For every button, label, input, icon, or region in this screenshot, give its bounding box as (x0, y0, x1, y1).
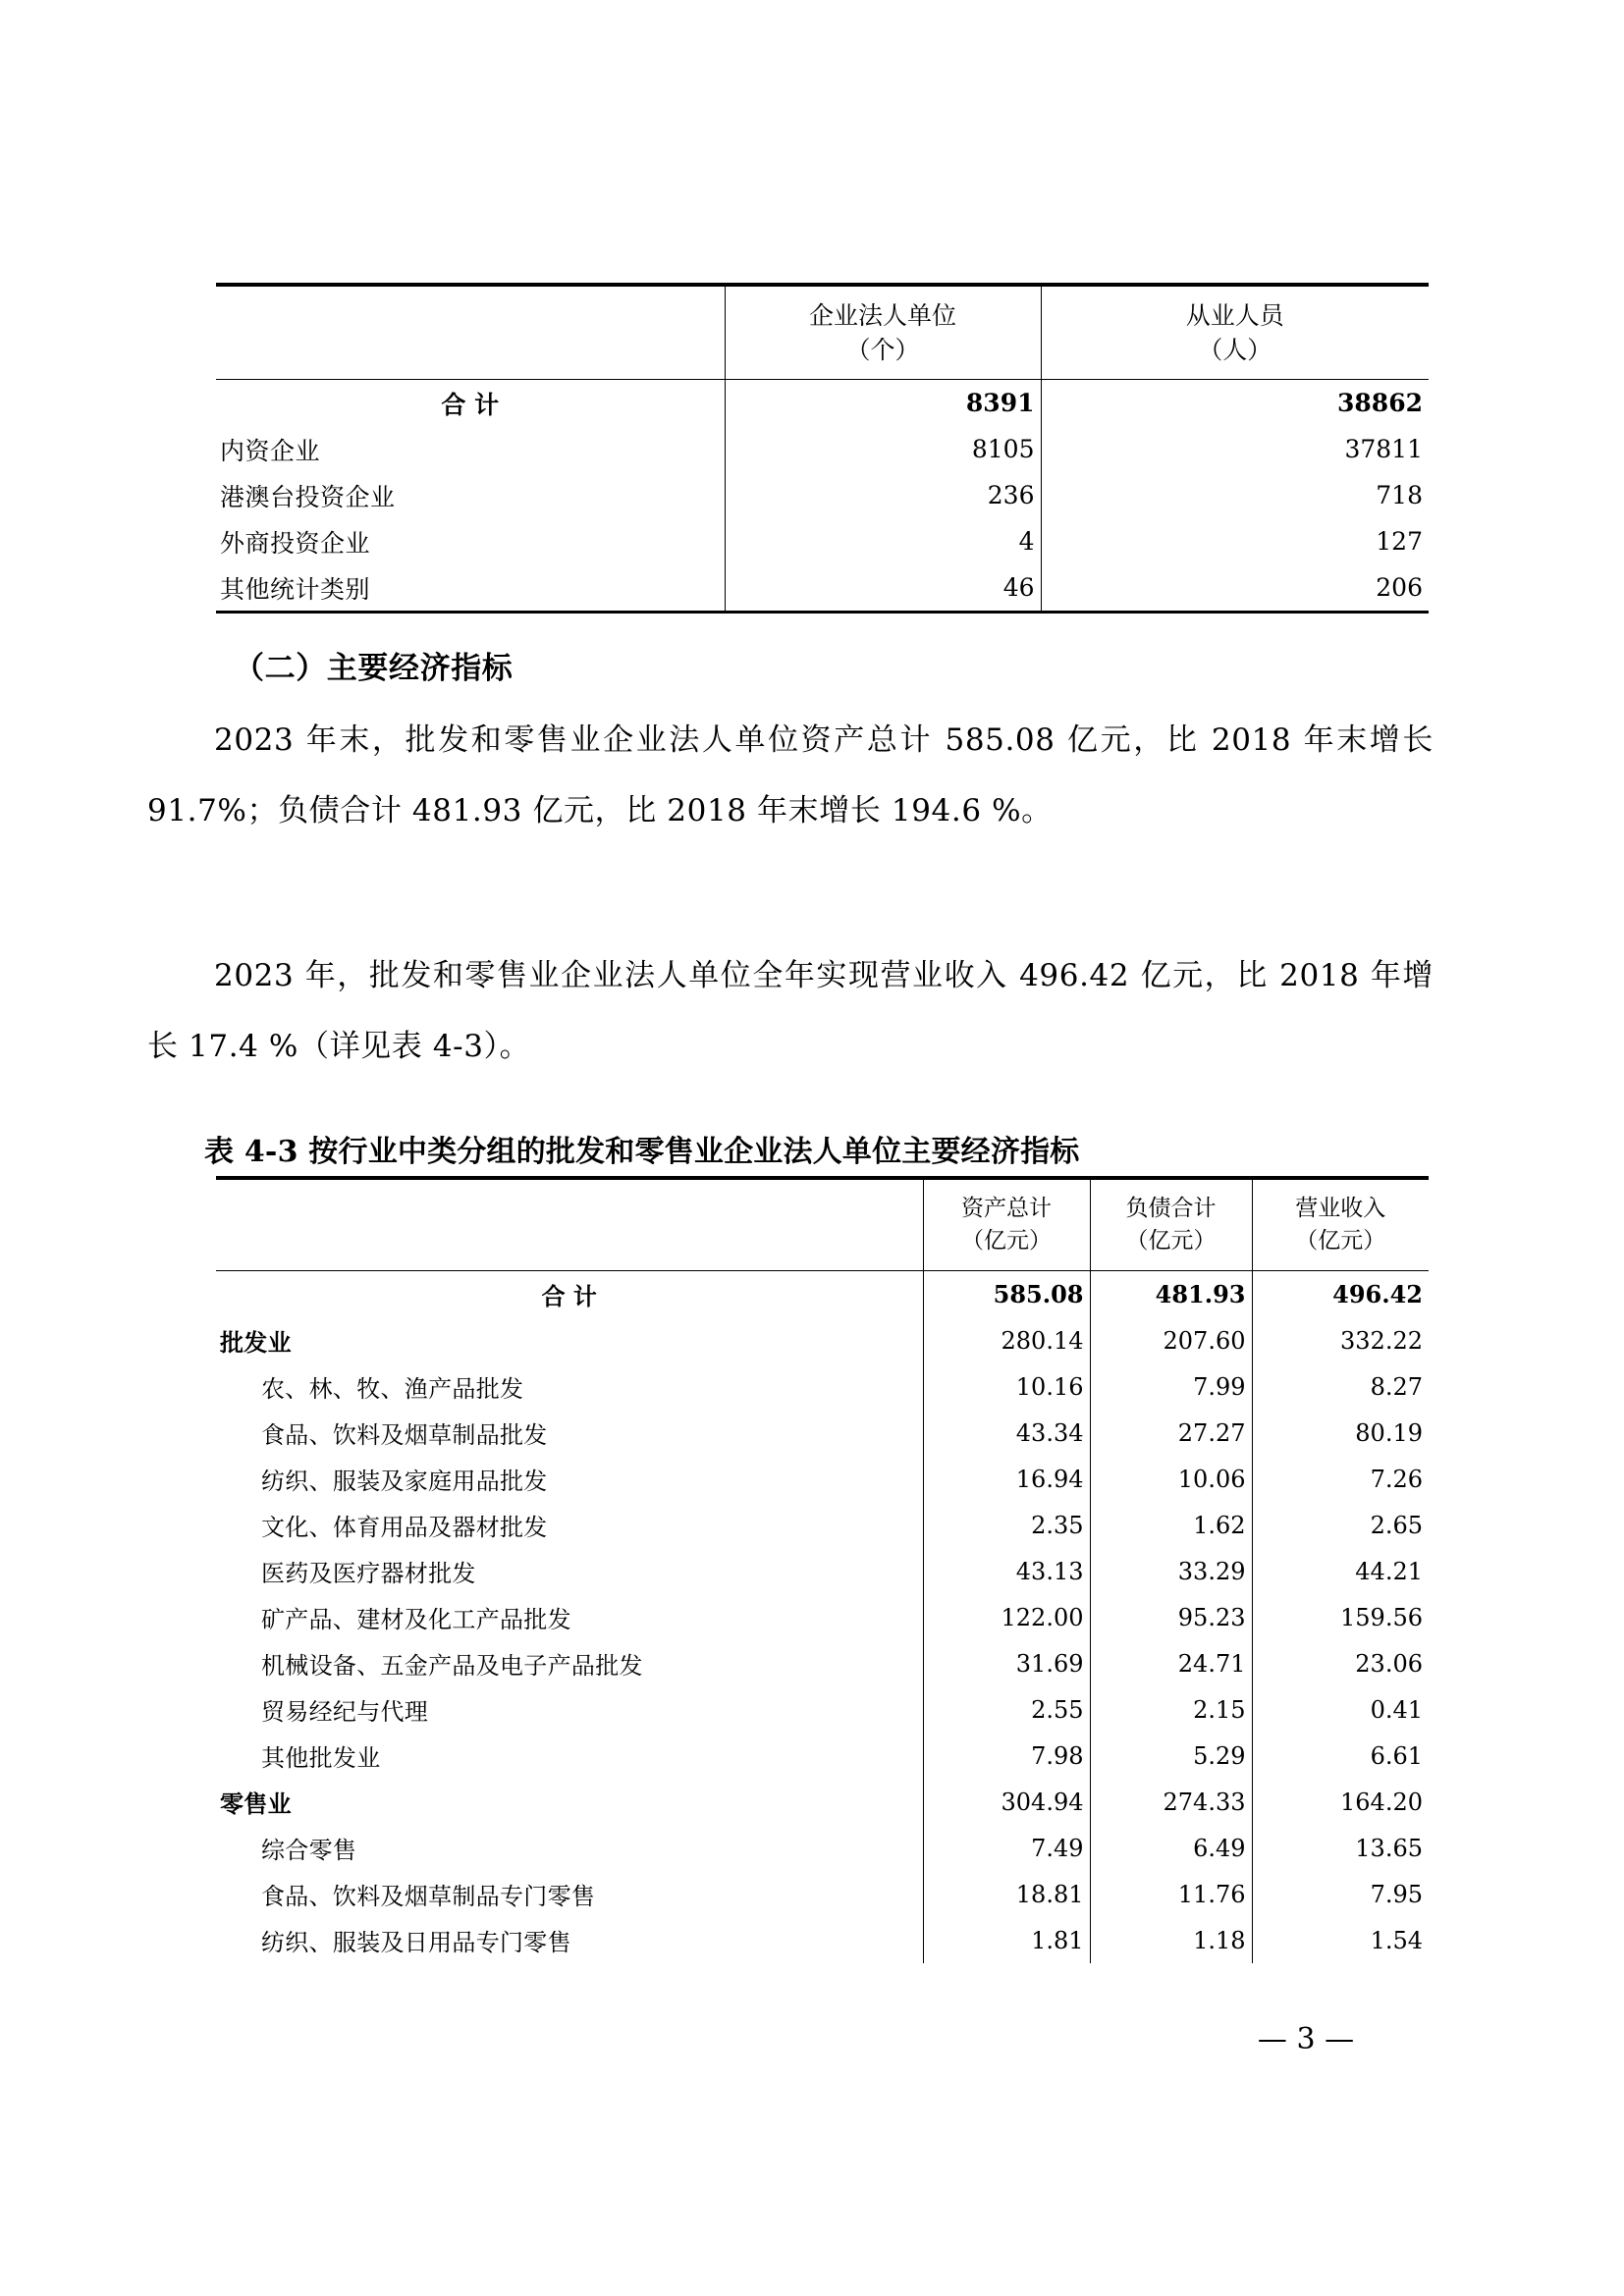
row-employees: 206 (1041, 564, 1429, 613)
row-liabilities: 27.27 (1090, 1410, 1252, 1456)
row-revenue: 159.56 (1252, 1594, 1429, 1640)
table-row (216, 564, 1429, 613)
header-assets-line2: （亿元） (961, 1228, 1052, 1254)
table-row (216, 426, 1429, 472)
row-units: 8391 (725, 380, 1041, 427)
row-revenue: 13.65 (1252, 1825, 1429, 1871)
table-row (216, 472, 1429, 518)
row-assets: 18.81 (923, 1871, 1090, 1917)
row-revenue: 164.20 (1252, 1779, 1429, 1825)
table-4-3-header-blank (216, 1178, 923, 1271)
table-row (216, 1594, 1429, 1640)
table-row (216, 1733, 1429, 1779)
table-4-3 (216, 1176, 1429, 1963)
table-row (216, 1640, 1429, 1686)
row-liabilities: 5.29 (1090, 1733, 1252, 1779)
row-assets: 10.16 (923, 1363, 1090, 1410)
row-liabilities: 95.23 (1090, 1594, 1252, 1640)
header-revenue-line1: 营业收入 (1295, 1195, 1386, 1221)
table-row (216, 518, 1429, 564)
row-assets: 7.98 (923, 1733, 1090, 1779)
section-heading: （二）主要经济指标 (234, 651, 514, 686)
row-liabilities: 10.06 (1090, 1456, 1252, 1502)
row-label: 贸易经纪与代理 (261, 1698, 429, 1726)
row-liabilities: 1.62 (1090, 1502, 1252, 1548)
row-label: 其他统计类别 (216, 564, 725, 613)
table-row (216, 1779, 1429, 1825)
row-label: 港澳台投资企业 (220, 482, 396, 511)
paragraph-text: 2023 年，批发和零售业企业法人单位全年实现营业收入 496.42 亿元，比 2018 年增长 17.4 %（详见表 4-3）。 (147, 958, 1434, 1064)
table-row (216, 1363, 1429, 1410)
row-units: 8105 (725, 426, 1041, 472)
row-revenue: 7.26 (1252, 1456, 1429, 1502)
row-revenue: 332.22 (1252, 1317, 1429, 1363)
table-row (216, 380, 1429, 427)
table-row (216, 1317, 1429, 1363)
table-4-3-header-revenue (1252, 1178, 1429, 1271)
table-4-3-container (216, 1176, 1429, 1963)
row-assets: 7.49 (923, 1825, 1090, 1871)
table-4-3-body (216, 1271, 1429, 1964)
row-liabilities: 7.99 (1090, 1363, 1252, 1410)
paragraph-assets-liabilities (147, 705, 1434, 846)
paragraph-revenue (147, 940, 1434, 1082)
ownership-table-head (216, 285, 1429, 380)
row-assets: 1.81 (923, 1917, 1090, 1963)
row-liabilities: 274.33 (1090, 1779, 1252, 1825)
row-liabilities: 2.15 (1090, 1686, 1252, 1733)
row-label: 零售业 (220, 1789, 292, 1818)
ownership-header-employees (1041, 285, 1429, 380)
ownership-table (216, 283, 1429, 614)
row-employees: 37811 (1041, 426, 1429, 472)
row-assets: 2.35 (923, 1502, 1090, 1548)
row-label: 纺织、服装及日用品专门零售 (261, 1929, 571, 1956)
table-row (216, 1502, 1429, 1548)
ownership-header-units (725, 285, 1041, 380)
row-revenue: 1.54 (1252, 1917, 1429, 1963)
row-liabilities: 481.93 (1090, 1271, 1252, 1318)
row-label: 合 计 (441, 390, 500, 419)
row-label: 合 计 (541, 1282, 597, 1310)
row-label: 食品、饮料及烟草制品专门零售 (261, 1883, 596, 1910)
row-revenue: 23.06 (1252, 1640, 1429, 1686)
paragraph-text: 2023 年末，批发和零售业企业法人单位资产总计 585.08 亿元，比 2018 年末增长 91.7%；负债合计 481.93 亿元，比 2018 年末增长 194.6 %。 (147, 722, 1434, 828)
row-employees: 718 (1041, 472, 1429, 518)
row-label: 其他批发业 (261, 1744, 381, 1772)
table-row (216, 1410, 1429, 1456)
row-label: 外商投资企业 (220, 528, 371, 558)
row-assets: 122.00 (923, 1594, 1090, 1640)
row-label: 内资企业 (220, 436, 321, 465)
row-units: 4 (725, 518, 1041, 564)
row-employees: 38862 (1041, 380, 1429, 427)
table-row (216, 1271, 1429, 1318)
row-label: 批发业 (220, 1328, 292, 1357)
ownership-header-employees-line2: （人） (1198, 336, 1272, 364)
row-liabilities: 11.76 (1090, 1871, 1252, 1917)
row-label: 食品、饮料及烟草制品批发 (261, 1421, 548, 1449)
ownership-header-units-line2: （个） (845, 336, 920, 364)
ownership-header-blank (216, 285, 725, 380)
ownership-table-body (216, 380, 1429, 613)
row-revenue: 7.95 (1252, 1871, 1429, 1917)
row-units: 46 (725, 564, 1041, 613)
row-liabilities: 207.60 (1090, 1317, 1252, 1363)
ownership-header-row (216, 285, 1429, 380)
row-label: 综合零售 (261, 1837, 357, 1864)
row-assets: 31.69 (923, 1640, 1090, 1686)
table-4-3-header-assets (923, 1178, 1090, 1271)
ownership-table-container (216, 283, 1429, 614)
row-revenue: 44.21 (1252, 1548, 1429, 1594)
row-assets: 280.14 (923, 1317, 1090, 1363)
row-label: 矿产品、建材及化工产品批发 (261, 1606, 571, 1633)
table-row (216, 1917, 1429, 1963)
row-revenue: 2.65 (1252, 1502, 1429, 1548)
row-liabilities: 24.71 (1090, 1640, 1252, 1686)
row-revenue: 8.27 (1252, 1363, 1429, 1410)
row-revenue: 80.19 (1252, 1410, 1429, 1456)
table-4-3-head (216, 1178, 1429, 1271)
header-liabilities-line2: （亿元） (1125, 1228, 1217, 1254)
row-liabilities: 1.18 (1090, 1917, 1252, 1963)
ownership-header-employees-line1: 从业人员 (1185, 300, 1284, 330)
row-label: 医药及医疗器材批发 (261, 1560, 476, 1587)
header-assets-line1: 资产总计 (961, 1195, 1052, 1221)
row-assets: 585.08 (923, 1271, 1090, 1318)
table-4-3-header-row (216, 1178, 1429, 1271)
table-row (216, 1686, 1429, 1733)
table-row (216, 1548, 1429, 1594)
header-revenue-line2: （亿元） (1295, 1228, 1386, 1254)
row-label: 纺织、服装及家庭用品批发 (261, 1468, 548, 1495)
row-units: 236 (725, 472, 1041, 518)
row-label: 农、林、牧、渔产品批发 (261, 1375, 524, 1403)
row-assets: 304.94 (923, 1779, 1090, 1825)
row-revenue: 0.41 (1252, 1686, 1429, 1733)
row-assets: 16.94 (923, 1456, 1090, 1502)
row-liabilities: 33.29 (1090, 1548, 1252, 1594)
table-row (216, 1456, 1429, 1502)
row-employees: 127 (1041, 518, 1429, 564)
table-4-3-title: 表 4-3 按行业中类分组的批发和零售业企业法人单位主要经济指标 (204, 1135, 1080, 1169)
ownership-header-units-line1: 企业法人单位 (808, 300, 956, 330)
row-liabilities: 6.49 (1090, 1825, 1252, 1871)
table-row (216, 1871, 1429, 1917)
row-assets: 2.55 (923, 1686, 1090, 1733)
row-label: 文化、体育用品及器材批发 (261, 1514, 548, 1541)
page-number: — 3 — (1257, 2022, 1355, 2056)
header-liabilities-line1: 负债合计 (1125, 1195, 1217, 1221)
row-label: 机械设备、五金产品及电子产品批发 (261, 1652, 643, 1680)
row-assets: 43.13 (923, 1548, 1090, 1594)
row-assets: 43.34 (923, 1410, 1090, 1456)
table-row (216, 1825, 1429, 1871)
row-revenue: 496.42 (1252, 1271, 1429, 1318)
row-revenue: 6.61 (1252, 1733, 1429, 1779)
table-4-3-header-liabilities (1090, 1178, 1252, 1271)
